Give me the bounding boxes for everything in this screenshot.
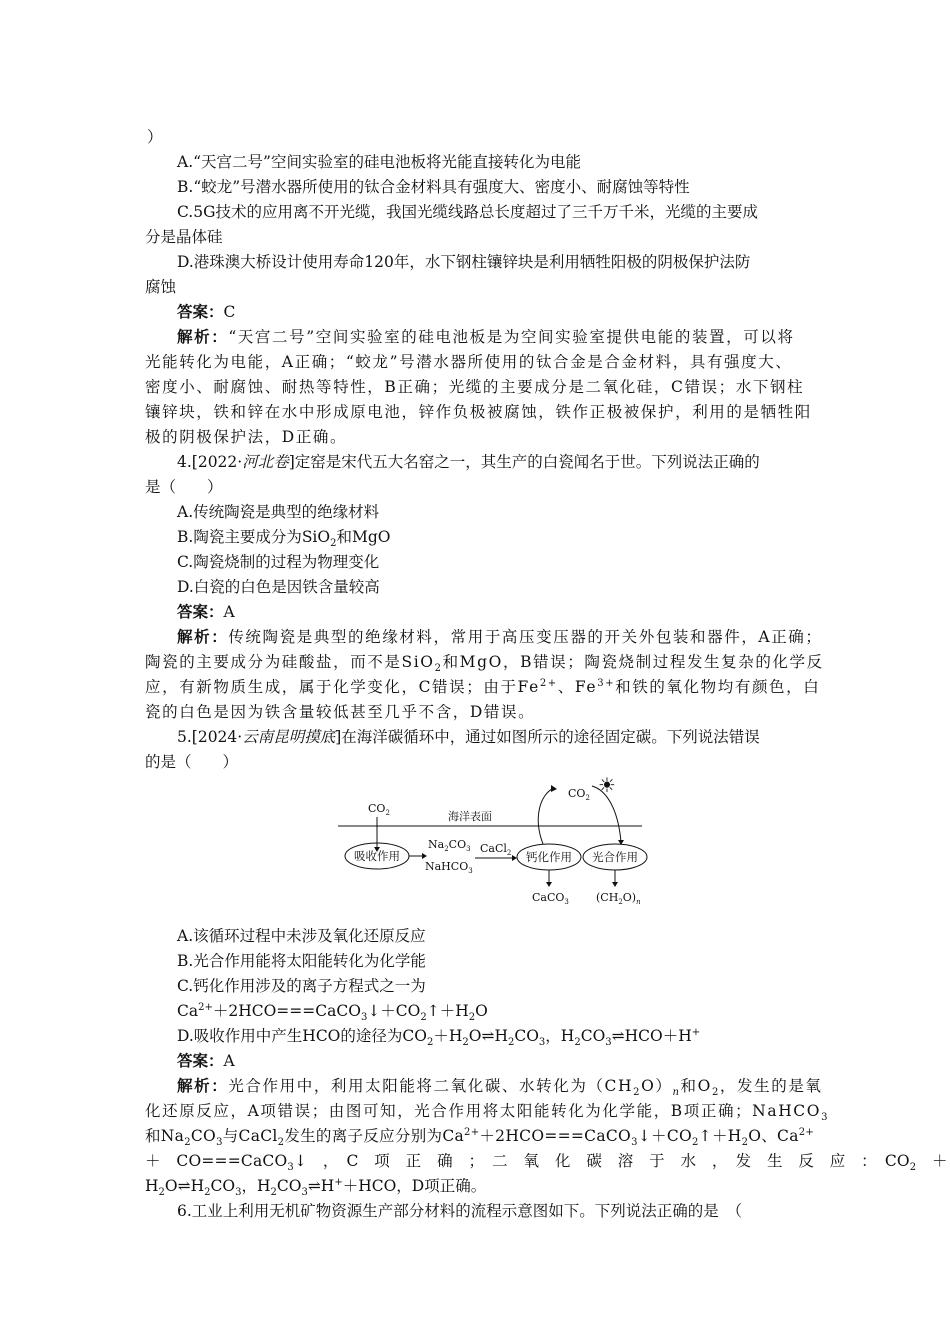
q4-analysis-3: 应，有新物质生成，属于化学变化，C错误；由于$Fe^{2+}$、$Fe^{3+}$和铁的氧化物均有颜色，白	[145, 677, 821, 696]
photosynthesis-label: 光合作用	[592, 850, 638, 864]
sun-icon: ☀	[598, 773, 616, 797]
caco3-label: CaCO$_3$	[532, 891, 569, 906]
co2-right-label: $CO_2$	[568, 787, 590, 802]
q5-analysis-3: 和$Na_2CO_3$与CaCl$_2$发生的离子反应分别为$Ca^{2+}+2HCO===CaCO_3↓+CO_2↑+H_2O$、$Ca^{2+}$	[145, 1126, 815, 1149]
q3-analysis-3: 密度小、耐腐蚀、耐热等特性，B正确；光缆的主要成分是二氧化硅，C错误；水下钢柱	[145, 378, 805, 396]
q3-option-d-cont: 腐蚀	[145, 278, 177, 296]
q3-analysis-4: 镶锌块，铁和锌在水中形成原电池，锌作负极被腐蚀，铁作正极被保护，利用的是牺牲阳	[145, 403, 812, 421]
nahco3-label: NaHCO$_3$	[425, 860, 473, 875]
q6-stem: 6.工业上利用无机矿物资源生产部分材料的流程示意图如下。下列说法正确的是 （	[177, 1202, 743, 1220]
q3-option-a: A.“天宫二号”空间实验室的硅电池板将光能直接转化为电能	[177, 153, 581, 171]
q4-source: 河北卷	[242, 453, 289, 471]
caco3-arrowhead	[546, 882, 552, 887]
q3-analysis-5: 极的阴极保护法，D正确。	[145, 428, 348, 446]
q4-option-c: C.陶瓷烧制的过程为物理变化	[177, 553, 380, 571]
q5-analysis-2: 化还原反应，A项错误；由图可知，光合作用将太阳能转化为化学能，B项正确；NaHCO$_3$	[145, 1102, 830, 1124]
q3-option-b: B.“蛟龙”号潜水器所使用的钛合金材料具有强度大、密度小、耐腐蚀等特性	[177, 178, 690, 196]
q5-option-c-equation: $Ca^{2+}+2HCO===CaCO_3↓+CO_2↑+H_2O$	[177, 1001, 488, 1024]
carbon-cycle-diagram	[330, 768, 650, 913]
analysis-label: 解析：	[177, 327, 229, 346]
q4-option-d: D.白瓷的白色是因铁含量较高	[177, 578, 380, 596]
q5-option-d: D.吸收作用中产生HCO的途径为$CO_2+H_2O\rightleftharpoons H_2CO_3$，$H_2CO_3\rightleftharpoons HCO+H^+$	[177, 1026, 701, 1049]
q4-analysis-4: 瓷的白色是因为铁含量较低甚至几乎不含，D错误。	[145, 703, 536, 721]
sea-surface-label: 海洋表面	[448, 810, 492, 823]
q5-stem: 5.[2024·云南昆明摸底]在海洋碳循环中，通过如图所示的途径固定碳。下列说法错误	[177, 728, 760, 746]
q4-stem: 4.[2022·河北卷]定窑是宋代五大名窑之一，其生产的白瓷闻名于世。下列说法正确的	[177, 453, 760, 471]
q5-analysis-1: 解析：光合作用中，利用太阳能将二氧化碳、水转化为$(CH_2O)_n$和$O_2$，发生的是氧	[177, 1076, 823, 1099]
q4-option-b: B.陶瓷主要成分为SiO$_2$和MgO	[177, 528, 391, 550]
q4-analysis-1: 解析：传统陶瓷是典型的绝缘材料，常用于高压变压器的开关外包装和器件，A正确；	[177, 627, 823, 646]
q3-analysis-2: 光能转化为电能，A正确；“蛟龙”号潜水器所使用的钛合金是合金材料，具有强度大、	[145, 353, 793, 371]
answer-label: 答案：	[177, 302, 224, 321]
q3-option-c-cont: 分是晶体硅	[145, 228, 223, 246]
q4-option-a: A.传统陶瓷是典型的绝缘材料	[177, 503, 380, 521]
q4-answer: 答案：A	[177, 602, 235, 621]
q3-analysis-1: 解析：“天宫二号”空间实验室的硅电池板是为空间实验室提供电能的装置，可以将	[177, 327, 795, 346]
cacl2-label: CaCl$_2$	[480, 842, 512, 857]
q3-answer	[177, 300, 235, 324]
absorb-out-arrowhead	[422, 853, 427, 859]
q3-option-c: C.5G技术的应用离不开光缆，我国光缆线路总长度超过了三千万千米，光缆的主要成	[177, 203, 758, 221]
ch2o-arrowhead	[612, 882, 618, 887]
cacl2-arrowhead	[512, 855, 517, 861]
ch2o-label: $(CH_2O)_n$	[596, 891, 641, 906]
absorption-label: 吸收作用	[354, 849, 400, 863]
q5-option-a: A.该循环过程中未涉及氧化还原反应	[177, 927, 426, 945]
q5-stem-cont: 的是（ ）	[145, 753, 239, 771]
q3-paren-tail: ）	[147, 128, 163, 146]
co2-release-curve	[538, 788, 554, 844]
co2-top-label: $CO_2$	[368, 802, 390, 817]
answer-value: C	[223, 303, 236, 321]
q5-answer: 答案：A	[177, 1051, 235, 1070]
q5-option-c: C.钙化作用涉及的离子方程式之一为	[177, 977, 426, 995]
q5-analysis-5: $H_2O\rightleftharpoons H_2CO_3$，$H_2CO_3\rightleftharpoons H^++HCO$，D项正确。	[145, 1176, 487, 1199]
q4-stem-cont: 是（ ）	[145, 478, 223, 496]
q4-analysis-2: 陶瓷的主要成分为硅酸盐，而不是SiO$_2$和MgO，B错误；陶瓷烧制过程发生复杂的化学反	[145, 653, 824, 675]
na2co3-label: $Na_2CO_3$	[428, 838, 471, 853]
q5-source: 云南昆明摸底	[242, 728, 336, 746]
calcification-label: 钙化作用	[526, 850, 572, 864]
q5-option-b: B.光合作用能将太阳能转化为化学能	[177, 952, 426, 970]
q3-option-d: D.港珠澳大桥设计使用寿命120年，水下钢柱镶锌块是利用牺牲阳极的阴极保护法防	[177, 253, 751, 271]
co2-release-arrowhead	[551, 785, 557, 792]
q5-analysis-4: ＋ CO===CaCO$_3$↓ ， C 项 正 确 ； 二 氧 化 碳 溶 于 水 ， 发 生 反 应 ： $CO_2$ ＋	[145, 1152, 948, 1174]
